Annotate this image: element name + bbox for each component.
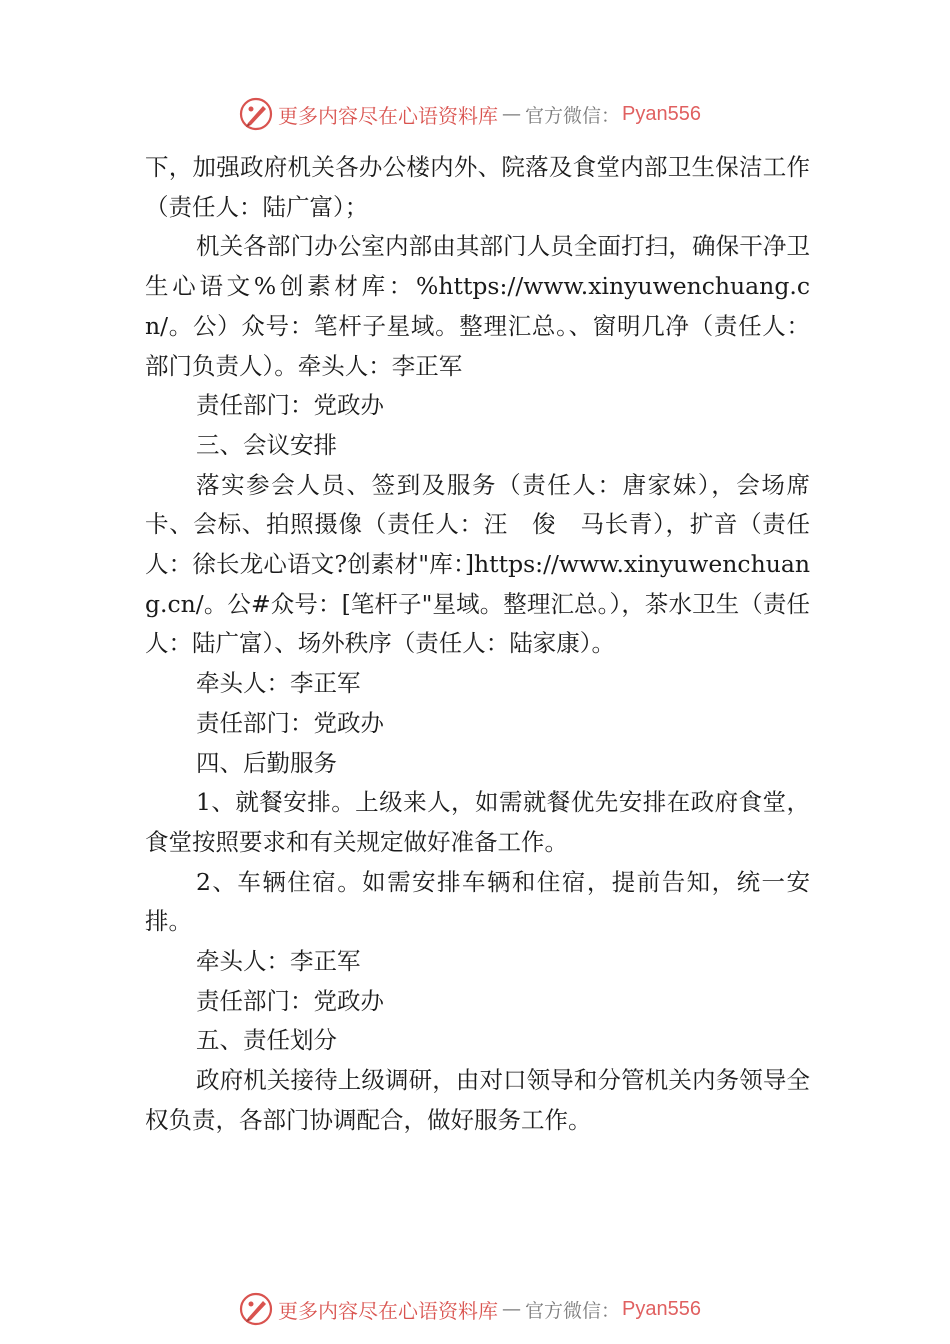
paragraph: 牵头人：李正军 xyxy=(196,669,361,698)
watermark-wechat-label: 官方微信： xyxy=(525,1299,621,1322)
paragraph: 2、车辆住宿。如需安排车辆和住宿，提前告知，统一安排。 xyxy=(145,867,810,936)
paragraph: 责任部门：党政办 xyxy=(196,986,384,1015)
paragraph: 四、后勤服务 xyxy=(196,748,337,777)
paragraph: 责任部门：党政办 xyxy=(196,708,384,737)
watermark-site-name: 更多内容尽在心语资料库 xyxy=(278,103,498,128)
paragraph: 落实参会人员、签到及服务（责任人：唐家妹），会场席卡、会标、拍照摄像（责任人：汪 俊 马长青），扩音（责任人：徐长龙心语文?创素材"库：]https://www.xinyuwenchuang.cn/。公#众号：[笔杆子"星域。整理汇总。），茶水卫生（责任人：陆广富）、场外秩序（责任人：陆家康）。 xyxy=(145,470,810,658)
watermark-site-name: 更多内容尽在心语资料库 xyxy=(278,1298,498,1323)
watermark-dash: — xyxy=(502,103,521,125)
paragraph: 牵头人：李正军 xyxy=(196,947,361,976)
watermark-wechat-label: 官方微信： xyxy=(525,104,621,127)
paragraph: 五、责任划分 xyxy=(196,1026,337,1055)
paragraph: 1、就餐安排。上级来人，如需就餐优先安排在政府食堂，食堂按照要求和有关规定做好准备工作。 xyxy=(145,788,810,856)
pen-logo-icon xyxy=(238,96,274,132)
paragraph: 下，加强政府机关各办公楼内外、院落及食堂内部卫生保洁工作（责任人：陆广富）； xyxy=(145,153,810,221)
watermark-banner-top xyxy=(238,96,701,132)
pen-logo-icon xyxy=(238,1291,274,1327)
paragraph: 三、会议安排 xyxy=(196,430,337,459)
document-body xyxy=(145,148,810,1141)
watermark-banner-bottom xyxy=(238,1291,701,1327)
paragraph: 机关各部门办公室内部由其部门人员全面打扫，确保干净卫生心语文%创素材库：%https://www.xinyuwenchuang.cn/。公）众号：笔杆子星域。整理汇总。、窗明几净（责任人：部门负责人）。牵头人：李正军 xyxy=(145,232,810,380)
watermark-wechat-id: Pyan556 xyxy=(622,102,701,125)
watermark-dash: — xyxy=(502,1298,521,1320)
watermark-wechat-id: Pyan556 xyxy=(622,1297,701,1320)
paragraph: 责任部门：党政办 xyxy=(196,391,384,420)
paragraph: 政府机关接待上级调研，由对口领导和分管机关内务领导全权负责，各部门协调配合，做好服务工作。 xyxy=(145,1066,810,1134)
